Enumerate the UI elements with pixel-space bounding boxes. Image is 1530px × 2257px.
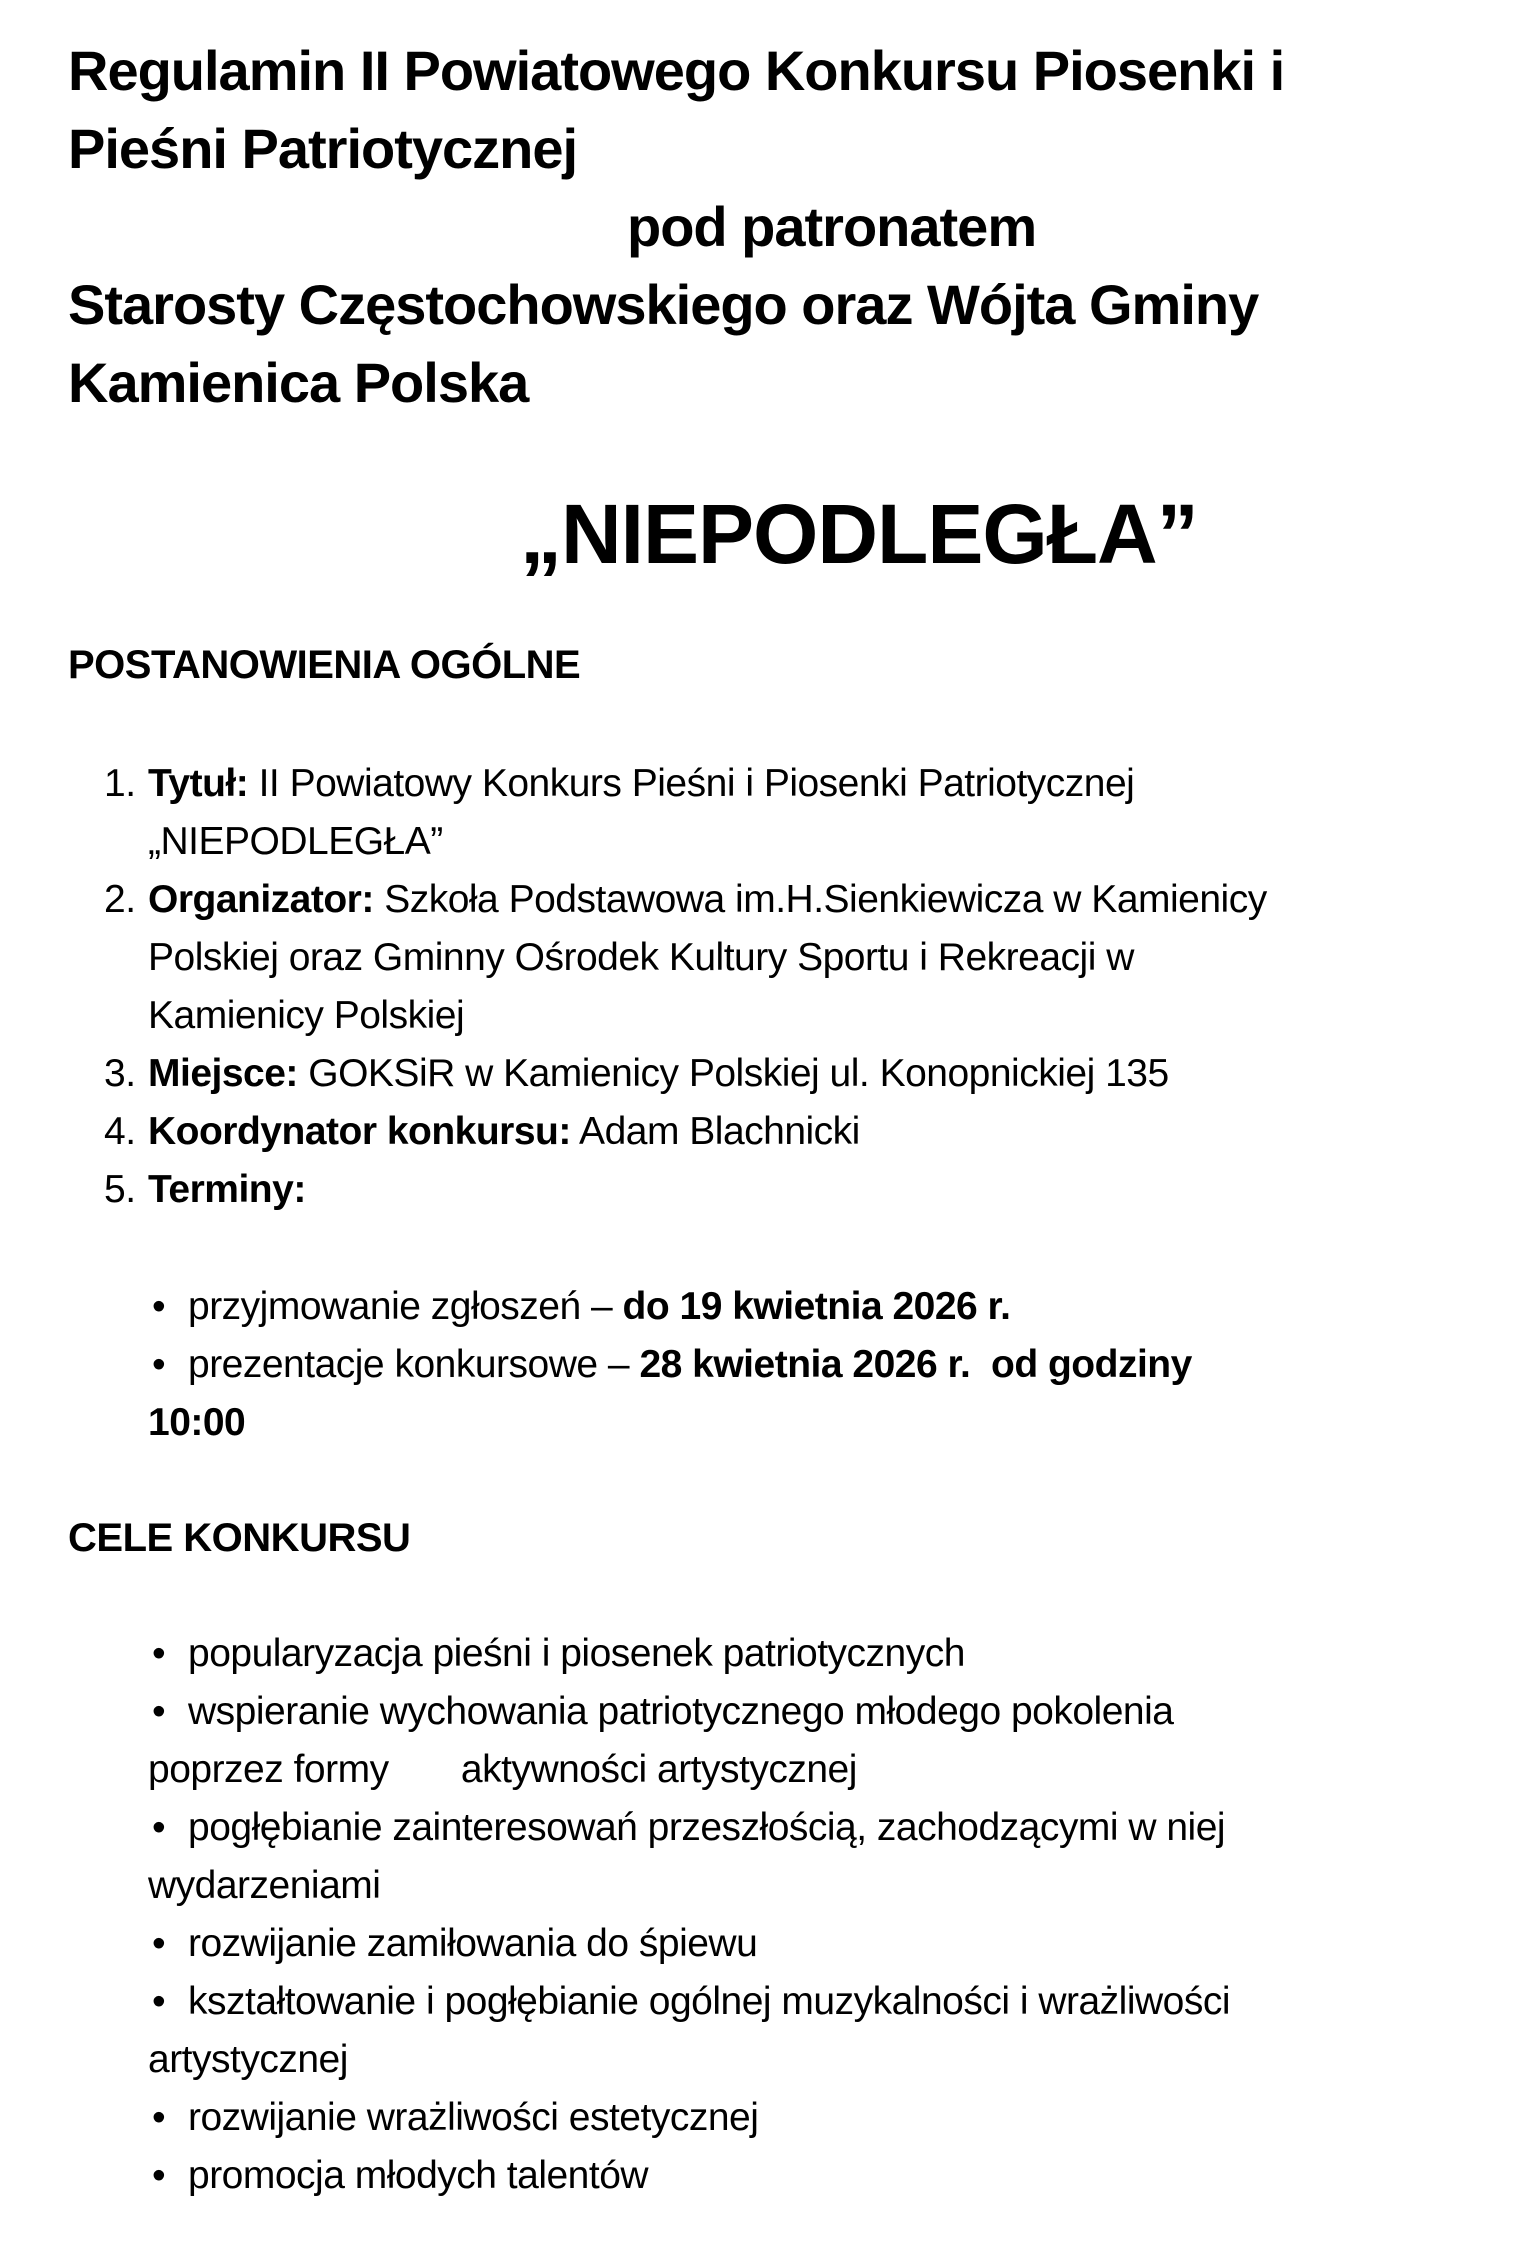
list-item-coordinator [68,1103,1530,1161]
contest-title: „NIEPODLEGŁA” [520,487,1198,581]
item-label: Tytuł: [148,762,249,805]
deadline-item-presentations [68,1336,1530,1452]
list-item-venue [68,1045,1530,1103]
deadline-date: do 19 kwietnia 2026 r. [622,1285,1011,1328]
list-number: 5. [104,1168,136,1211]
item-text: GOKSiR w Kamienicy Polskiej ul. Konopnickiej 135 [297,1052,1169,1095]
goal-text: kształtowanie i pogłębianie ogólnej muzykalności i wrażliwości [188,1980,1231,2023]
list-item-deadlines [68,1161,1530,1219]
goal-item [68,1625,1530,1683]
item-text: II Powiatowy Konkurs Pieśni i Piosenki Patriotycznej [248,762,1135,805]
section-heading-goals: CELE KONKURSU [68,1516,411,1560]
item-text-line: „NIEPODLEGŁA” [148,820,443,863]
list-number: 1. [104,762,136,805]
goal-item [68,2147,1530,2205]
header-line: Regulamin II Powiatowego Konkursu Piosenki i [68,39,1285,102]
deadline-time: 10:00 [148,1401,246,1444]
item-text-line: Polskiej oraz Gminny Ośrodek Kultury Sportu i Rekreacji w [148,936,1134,979]
list-number: 4. [104,1110,136,1153]
goal-item [68,1683,1530,1799]
deadline-item-submissions [68,1278,1530,1336]
header-line: Starosty Częstochowskiego oraz Wójta Gminy [68,273,1259,336]
header-line: Pieśni Patriotycznej [68,117,578,180]
list-number: 3. [104,1052,136,1095]
goal-text: rozwijanie wrażliwości estetycznej [188,2096,759,2139]
item-label: Koordynator konkursu: [148,1110,571,1153]
bullet-icon: • [152,1632,166,1675]
goal-item [68,2089,1530,2147]
header-line: Kamienica Polska [68,351,529,414]
goal-text-line: artystycznej [148,2038,348,2081]
goal-text: pogłębianie zainteresowań przeszłością, zachodzącymi w niej [188,1806,1226,1849]
bullet-icon: • [152,1690,166,1733]
goal-item [68,1915,1530,1973]
general-provisions-list [68,755,1530,1219]
deadline-text: prezentacje konkursowe – [188,1343,640,1386]
item-label: Terminy: [148,1168,306,1211]
goal-text: wspieranie wychowania patriotycznego młodego pokolenia [188,1690,1174,1733]
list-number: 2. [104,878,136,921]
bullet-icon: • [152,1343,166,1386]
goals-list [68,1625,1530,2205]
header-line-patronage: pod patronatem [627,195,1037,258]
item-text-line: Kamienicy Polskiej [148,994,465,1037]
item-label: Organizator: [148,878,374,921]
deadline-text: przyjmowanie zgłoszeń – [188,1285,623,1328]
goal-item [68,1973,1530,2089]
bullet-icon: • [152,1922,166,1965]
goal-text: promocja młodych talentów [188,2154,649,2197]
bullet-icon: • [152,2154,166,2197]
list-item-title [68,755,1530,871]
goal-text-line: wydarzeniami [148,1864,381,1907]
item-label: Miejsce: [148,1052,298,1095]
deadlines-list [68,1278,1530,1452]
goal-item [68,1799,1530,1915]
bullet-icon: • [152,1980,166,2023]
item-text: Szkoła Podstawowa im.H.Sienkiewicza w Kamienicy [373,878,1267,921]
goal-text: rozwijanie zamiłowania do śpiewu [188,1922,758,1965]
bullet-icon: • [152,1806,166,1849]
document-header [68,32,1530,422]
item-text: Adam Blachnicki [570,1110,860,1153]
bullet-icon: • [152,2096,166,2139]
goal-text: popularyzacja pieśni i piosenek patriotycznych [188,1632,965,1675]
goal-text-line: poprzez formy aktywności artystycznej [148,1748,857,1791]
deadline-date: 28 kwietnia 2026 r. od godziny [639,1343,1192,1386]
list-item-organizer [68,871,1530,1045]
bullet-icon: • [152,1285,166,1328]
section-heading-general-provisions: POSTANOWIENIA OGÓLNE [68,643,581,687]
